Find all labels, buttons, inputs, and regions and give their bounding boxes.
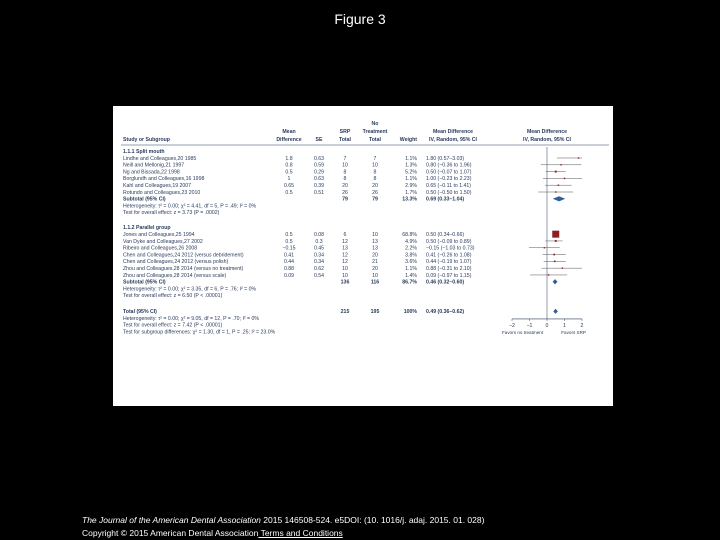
subtotal-srp-total: 136 [340, 279, 350, 286]
header-se: SE [315, 137, 323, 143]
study-weight: 2.9% [405, 183, 417, 189]
study-weight: 3.8% [405, 252, 417, 259]
citation-line [82, 514, 484, 527]
study-nt-total: 10 [372, 272, 378, 279]
study-marker [544, 247, 545, 248]
study-weight: 68.8% [402, 231, 417, 238]
terms-link[interactable]: Terms and Conditions [258, 528, 343, 538]
study-srp-total: 8 [343, 169, 347, 176]
study-weight: 2.2% [405, 245, 417, 252]
study-srp-total: 8 [343, 176, 347, 183]
study-weight: 5.2% [405, 169, 417, 176]
total-srp: 215 [340, 309, 350, 316]
group-heading: 1.1.2 Parallel group [123, 225, 171, 232]
study-se: 0.34 [313, 259, 325, 266]
study-se: 0.08 [313, 231, 325, 238]
subtotal-weight: 86.7% [402, 279, 417, 286]
study-weight: 3.6% [405, 259, 417, 266]
study-ci: 1.00 (−0.23 to 2.23) [426, 176, 472, 183]
study-weight: 1.7% [405, 189, 417, 196]
study-srp-total: 10 [342, 272, 348, 279]
header-md-plot-method: IV, Random, 95% CI [523, 137, 571, 143]
study-marker [555, 240, 557, 242]
study-ci: 0.50 (−0.07 to 1.07) [426, 169, 472, 176]
study-name: Ng and Bissada,22 1998 [123, 169, 180, 176]
study-se: 0.45 [313, 245, 325, 252]
forest-plot-svg [113, 106, 613, 406]
study-se: 0.63 [313, 155, 325, 162]
header-srp-total: Total [338, 137, 352, 143]
total-nt: 195 [370, 309, 380, 316]
study-nt-total: 20 [372, 252, 378, 259]
study-marker [555, 171, 557, 173]
study-marker [552, 231, 559, 238]
subtotal-label: Subtotal (95% CI) [123, 279, 166, 286]
study-name: Rotundo and Colleagues,23 2010 [123, 189, 201, 196]
study-se: 0.59 [313, 162, 325, 169]
study-nt-total: 26 [372, 189, 378, 196]
x-tick-label: −2 [509, 322, 515, 329]
study-name: Van Dyke and Colleagues,27 2002 [123, 238, 203, 245]
group-heading: 1.1.1 Split mouth [123, 149, 165, 155]
study-weight: 1.3% [405, 162, 417, 169]
study-nt-total: 20 [372, 183, 378, 189]
study-ci: 0.65 (−0.11 to 1.41) [426, 183, 472, 189]
study-weight: 4.9% [405, 238, 417, 245]
study-ci: 0.88 (−0.31 to 2.10) [426, 265, 472, 272]
study-ci: −0.15 (−1.03 to 0.73) [426, 245, 475, 252]
study-srp-total: 12 [342, 238, 348, 245]
total-ci: 0.49 (0.36–0.62) [426, 309, 465, 316]
study-weight: 1.4% [405, 272, 417, 279]
study-se: 0.34 [313, 252, 325, 259]
study-srp-total: 26 [342, 189, 348, 196]
study-marker [553, 254, 555, 256]
subgroup-heterogeneity: Heterogeneity: τ² = 0.00; χ² = 3.35, df = 6, P = .76; I² = 0% [123, 286, 257, 293]
citation-text: 2015 146508-524. e5DOI: (10. 1016/j. adaj. 2015. 01. 028) [260, 515, 485, 525]
header-md-ci-method: IV, Random, 95% CI [429, 137, 477, 143]
study-srp-total: 7 [343, 155, 347, 162]
header-mean: Mean [282, 129, 296, 135]
study-se: 0.51 [313, 189, 325, 196]
header-treatment: Treatment [362, 129, 388, 135]
study-name: Zhou and Colleagues,28 2014 (versus scale) [123, 272, 227, 279]
figure-caption [82, 514, 484, 540]
study-nt-total: 21 [372, 259, 378, 266]
page-title: Figure 3 [334, 11, 386, 27]
subtotal-ci: 0.46 (0.32–0.60) [426, 279, 465, 286]
study-mean-difference: 0.5 [285, 169, 293, 176]
study-mean-difference: 1.8 [285, 155, 293, 162]
journal-name: The Journal of the American Dental Association [82, 515, 261, 525]
axis-right-label: Favors SRP [561, 329, 586, 335]
study-name: Chen and Colleagues,24 2012 (versus polish) [123, 259, 229, 266]
study-nt-total: 8 [373, 169, 377, 176]
subgroup-overall-effect: Test for overall effect: z = 3.73 (P = .0002) [123, 210, 220, 217]
study-name: Chen and Colleagues,24 2012 (versus debridement) [123, 252, 244, 259]
study-srp-total: 20 [342, 183, 348, 189]
study-marker [548, 274, 549, 275]
study-mean-difference: 0.5 [285, 238, 293, 245]
subgroup-differences-test: Test for subgroup differences: χ² = 1.30, df = 1, P = .25; I² = 23.0% [123, 329, 276, 336]
study-se: 0.39 [313, 183, 325, 189]
study-marker [554, 261, 556, 263]
total-diamond [553, 309, 558, 314]
subtotal-nt-total: 116 [370, 279, 380, 286]
axis-left-label: Favors no treatment [502, 329, 544, 335]
study-nt-total: 10 [372, 162, 378, 169]
study-name: Neill and Mellonig,21 1997 [123, 162, 185, 169]
study-nt-total: 7 [373, 155, 377, 162]
study-ci: 0.50 (0.34–0.66) [426, 231, 465, 238]
study-srp-total: 12 [342, 259, 348, 266]
study-ci: 0.50 (−0.09 to 0.89) [426, 238, 472, 245]
x-tick-label: −1 [526, 322, 533, 329]
study-mean-difference: 1 [287, 176, 291, 183]
subtotal-diamond [553, 279, 558, 284]
study-ci: 0.44 (−0.19 to 1.07) [426, 259, 472, 266]
study-se: 0.3 [315, 238, 323, 245]
study-name: Ribeiro and Colleagues,26 2008 [123, 245, 198, 252]
study-name: Zhou and Colleagues,28 2014 (versus no treatment) [123, 265, 244, 272]
header-nt-total: Total [368, 137, 382, 143]
study-marker [578, 157, 579, 158]
subtotal-weight: 13.3% [402, 196, 417, 203]
study-name: Borglundh and Colleagues,16 1998 [123, 176, 205, 183]
study-ci: 0.09 (−0.97 to 1.15) [426, 272, 472, 279]
header-md-ci: Mean Difference [432, 129, 474, 135]
study-se: 0.29 [313, 169, 325, 176]
forest-plot-figure [113, 106, 613, 406]
study-mean-difference: 0.88 [283, 265, 295, 272]
header-no: No [371, 121, 379, 127]
subgroup-heterogeneity: Heterogeneity: τ² = 0.00; χ² = 4.41, df = 5, P = .49; I² = 0% [123, 203, 257, 210]
study-nt-total: 13 [372, 238, 378, 245]
x-tick-label: 2 [580, 322, 584, 329]
total-weight: 100% [403, 309, 417, 316]
study-mean-difference: 0.09 [283, 272, 295, 279]
header-study: Study or Subgroup [123, 137, 170, 143]
header-md-plot: Mean Difference [526, 129, 568, 135]
study-name: Kahl and Colleagues,19 2007 [123, 183, 192, 189]
study-srp-total: 10 [342, 265, 348, 272]
study-mean-difference: 0.5 [285, 231, 293, 238]
subtotal-diamond [553, 196, 565, 201]
study-marker [562, 267, 563, 268]
study-nt-total: 10 [372, 231, 378, 238]
study-nt-total: 13 [372, 245, 378, 252]
total-label: Total (95% CI) [123, 309, 157, 316]
subgroup-overall-effect: Test for overall effect: z = 6.50 (P < .00001) [123, 293, 223, 300]
subtotal-nt-total: 79 [372, 196, 378, 203]
study-nt-total: 8 [373, 176, 377, 183]
study-nt-total: 20 [372, 265, 378, 272]
study-name: Jones and Colleagues,25 1994 [123, 231, 195, 238]
subtotal-label: Subtotal (95% CI) [123, 196, 166, 203]
study-ci: 1.80 (0.57–3.03) [426, 155, 465, 162]
header-srp: SRP [339, 129, 351, 135]
study-name: Lindhe and Colleagues,20 1985 [123, 155, 197, 162]
study-marker [558, 184, 559, 185]
study-mean-difference: 0.44 [283, 259, 295, 266]
study-srp-total: 10 [342, 162, 348, 169]
study-mean-difference: 0.5 [285, 189, 293, 196]
header-difference: Difference [276, 137, 302, 143]
study-ci: 0.80 (−0.36 to 1.96) [426, 162, 472, 169]
study-se: 0.54 [313, 272, 325, 279]
header-weight: Weight [399, 137, 417, 143]
total-heterogeneity: Heterogeneity: τ² = 0.00; χ² = 9.05, df = 12, P = .70; I² = 0% [123, 315, 260, 322]
study-ci: 0.41 (−0.26 to 1.08) [426, 252, 472, 259]
study-marker [560, 164, 561, 165]
study-ci: 0.50 (−0.50 to 1.50) [426, 189, 472, 196]
x-tick-label: 0 [545, 322, 549, 329]
study-marker [555, 191, 556, 192]
x-tick-label: 1 [563, 322, 566, 329]
subtotal-srp-total: 79 [342, 196, 348, 203]
study-mean-difference: 0.65 [283, 183, 295, 189]
study-mean-difference: −0.15 [282, 245, 296, 252]
study-mean-difference: 0.41 [283, 252, 295, 259]
subtotal-ci: 0.69 (0.33–1.04) [426, 196, 465, 203]
study-weight: 1.1% [405, 265, 417, 272]
study-marker [564, 178, 565, 179]
study-srp-total: 13 [342, 245, 348, 252]
study-weight: 1.1% [405, 155, 417, 162]
total-overall-effect: Test for overall effect: z = 7.42 (P < .00001) [123, 322, 223, 329]
study-srp-total: 6 [343, 231, 347, 238]
copyright-text: Copyright © 2015 American Dental Association [82, 528, 259, 538]
study-weight: 1.1% [405, 176, 417, 183]
study-mean-difference: 0.8 [285, 162, 293, 169]
study-se: 0.62 [313, 265, 325, 272]
study-se: 0.63 [313, 176, 325, 183]
copyright-line [82, 527, 484, 540]
study-srp-total: 12 [342, 252, 348, 259]
